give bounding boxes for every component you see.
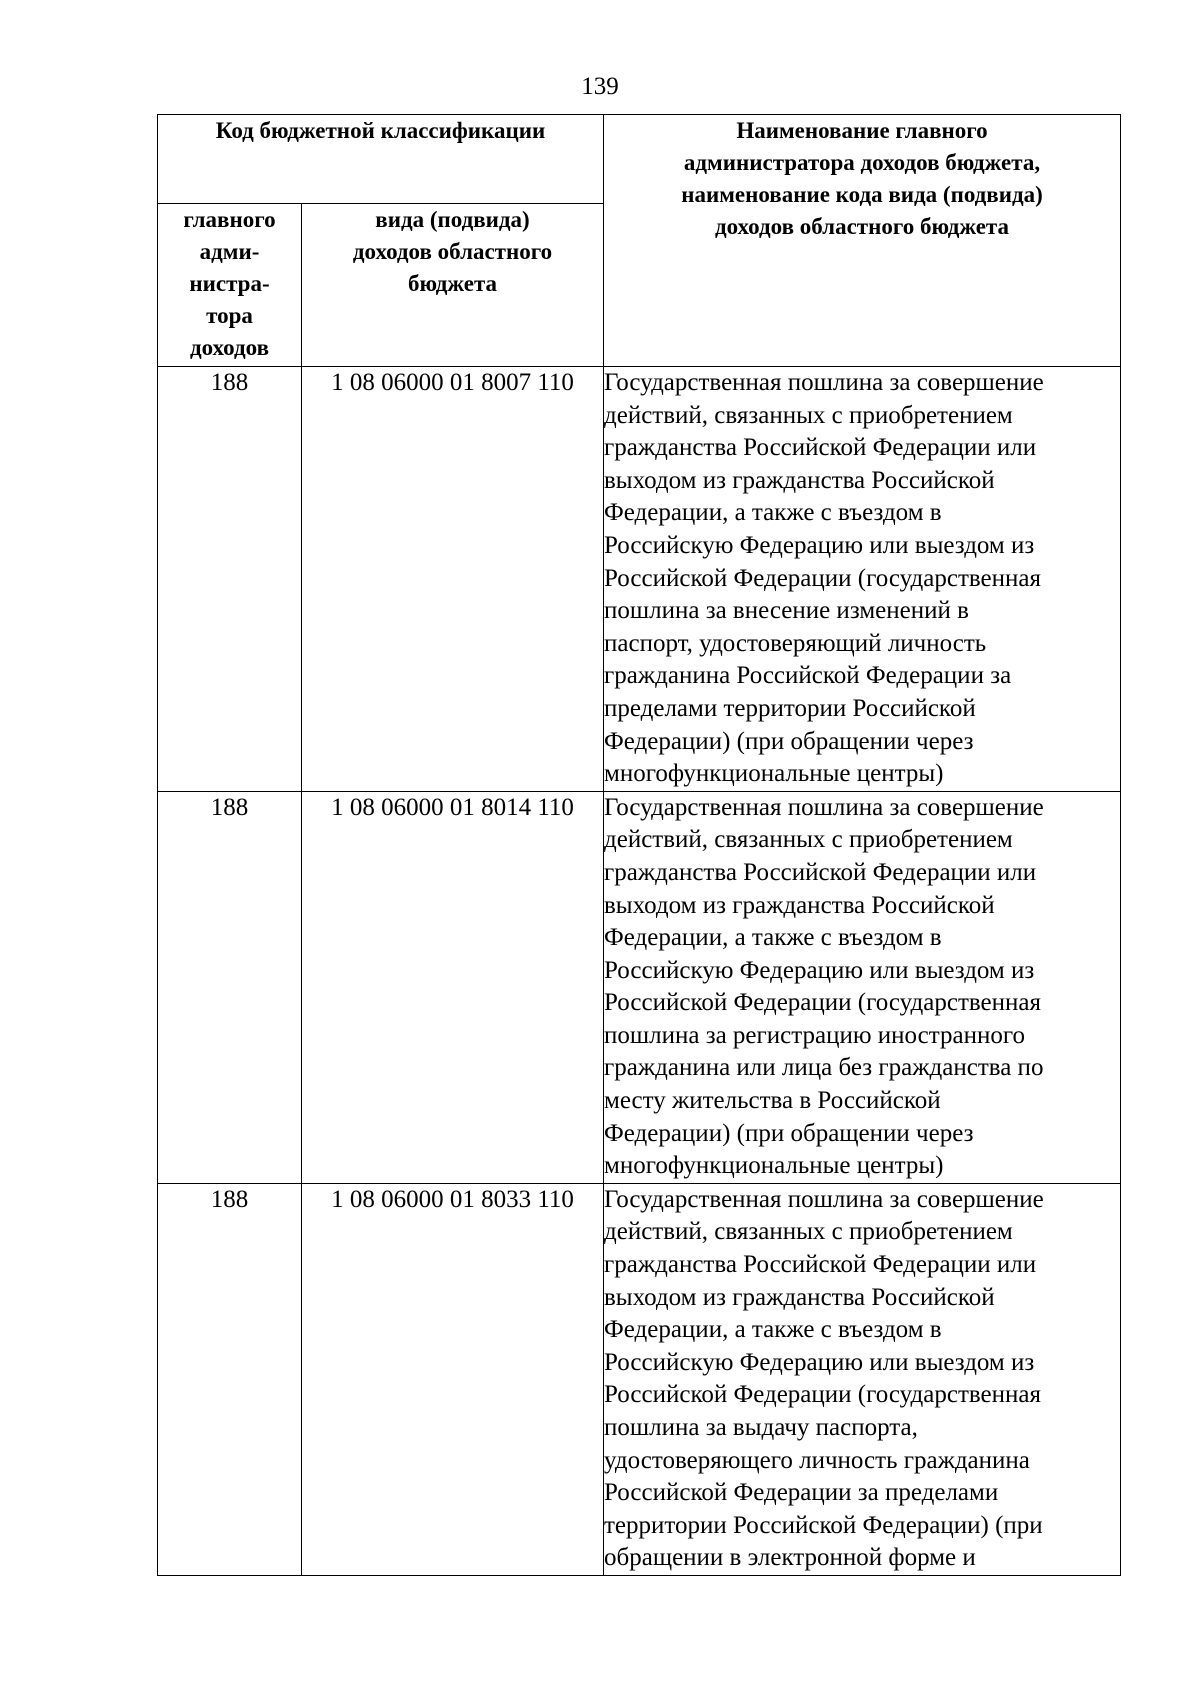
- income-name-line: Федерации, а также с въездом в: [604, 499, 942, 527]
- admin-column-header: [158, 204, 302, 367]
- income-name-cell: [604, 367, 1121, 792]
- income-name-line: пределами территории Российской: [604, 694, 976, 722]
- income-name-line: Государственная пошлина за совершение: [604, 1185, 1044, 1213]
- income-name-line: пошлина за выдачу паспорта,: [604, 1414, 918, 1441]
- table-row: [158, 367, 1121, 792]
- income-name-line: обращении в электронной форме и: [604, 1544, 976, 1572]
- income-name-line: гражданина Российской Федерации за: [604, 662, 1012, 690]
- admin-header-line: адми-: [199, 239, 260, 264]
- income-name-cell: [604, 791, 1121, 1183]
- income-name-line: гражданина или лица без гражданства по: [604, 1054, 1044, 1082]
- income-name-line: многофункциональные центры): [604, 1152, 944, 1180]
- income-name-line: удостоверяющего личность гражданина: [604, 1446, 1030, 1474]
- income-name-line: Государственная пошлина за совершение: [604, 793, 1044, 821]
- type-header-line: доходов областного: [352, 239, 553, 264]
- type-header-line: вида (подвида): [375, 207, 530, 232]
- income-name-line: гражданства Российской Федерации или: [604, 858, 1037, 886]
- name-column-header: [604, 115, 1121, 367]
- income-name-line: Государственная пошлина за совершение: [604, 369, 1044, 396]
- income-name-line: Федерации, а также с въездом в: [604, 1316, 942, 1344]
- table-row: [158, 791, 1121, 1183]
- income-name-line: Российскую Федерацию или выездом из: [604, 956, 1035, 984]
- income-name-line: Российской Федерации (государственная: [604, 1381, 1041, 1409]
- page-number: 139: [581, 73, 619, 100]
- income-name-line: Федерации, а также с въездом в: [604, 924, 942, 952]
- income-name-line: действий, связанных с приобретением: [604, 826, 1013, 854]
- name-header-line: Наименование главного: [736, 118, 988, 143]
- admin-code-cell: 188: [158, 1183, 302, 1575]
- income-name-line: паспорт, удостоверяющий личность: [604, 629, 987, 657]
- admin-header-line: нистра-: [189, 271, 270, 296]
- income-name-line: гражданства Российской Федерации или: [604, 1251, 1037, 1279]
- income-name-line: Федерации) (при обращении через: [604, 727, 974, 755]
- name-header-line: доходов областного бюджета: [714, 214, 1010, 239]
- admin-code-cell: 188: [158, 367, 302, 792]
- income-name-line: Российской Федерации (государственная: [604, 564, 1041, 592]
- admin-header-line: доходов: [189, 335, 269, 360]
- income-name-line: выходом из гражданства Российской: [604, 1283, 995, 1311]
- budget-classification-table: [157, 114, 1121, 1576]
- admin-header-line: тора: [206, 303, 253, 328]
- income-code-cell: 1 08 06000 01 8033 110: [302, 1183, 604, 1575]
- income-name-line: Российскую Федерацию или выездом из: [604, 531, 1035, 559]
- table-body: [158, 367, 1121, 1576]
- income-name-line: пошлина за внесение изменений в: [604, 597, 969, 625]
- income-name-line: территории Российской Федерации) (при: [604, 1511, 1043, 1539]
- table-row: [158, 1183, 1121, 1575]
- income-name-line: месту жительства в Российской: [604, 1087, 941, 1115]
- income-name-line: пошлина за регистрацию иностранного: [604, 1021, 1025, 1049]
- income-name-line: Российской Федерации за пределами: [604, 1479, 999, 1507]
- income-name-line: многофункциональные центры): [604, 760, 944, 788]
- name-header-line: администратора доходов бюджета,: [683, 150, 1041, 175]
- income-type-column-header: [302, 204, 604, 367]
- admin-code-cell: 188: [158, 791, 302, 1183]
- income-name-line: Федерации) (при обращении через: [604, 1119, 974, 1147]
- name-header-line: наименование кода вида (подвида): [681, 182, 1043, 207]
- income-name-line: действий, связанных с приобретением: [604, 401, 1013, 429]
- income-name-line: Российской Федерации (государственная: [604, 989, 1041, 1017]
- income-code-cell: 1 08 06000 01 8007 110: [302, 367, 604, 792]
- income-name-line: Российскую Федерацию или выездом из: [604, 1348, 1035, 1376]
- income-code-cell: 1 08 06000 01 8014 110: [302, 791, 604, 1183]
- budget-code-group-header: Код бюджетной классификации: [158, 115, 604, 204]
- income-name-line: действий, связанных с приобретением: [604, 1218, 1013, 1246]
- income-name-line: выходом из гражданства Российской: [604, 466, 995, 494]
- income-name-line: гражданства Российской Федерации или: [604, 434, 1037, 462]
- income-name-cell: [604, 1183, 1121, 1575]
- type-header-line: бюджета: [407, 271, 498, 296]
- income-name-line: выходом из гражданства Российской: [604, 891, 995, 919]
- admin-header-line: главного: [183, 207, 276, 232]
- table-header-row-1: [158, 115, 1121, 204]
